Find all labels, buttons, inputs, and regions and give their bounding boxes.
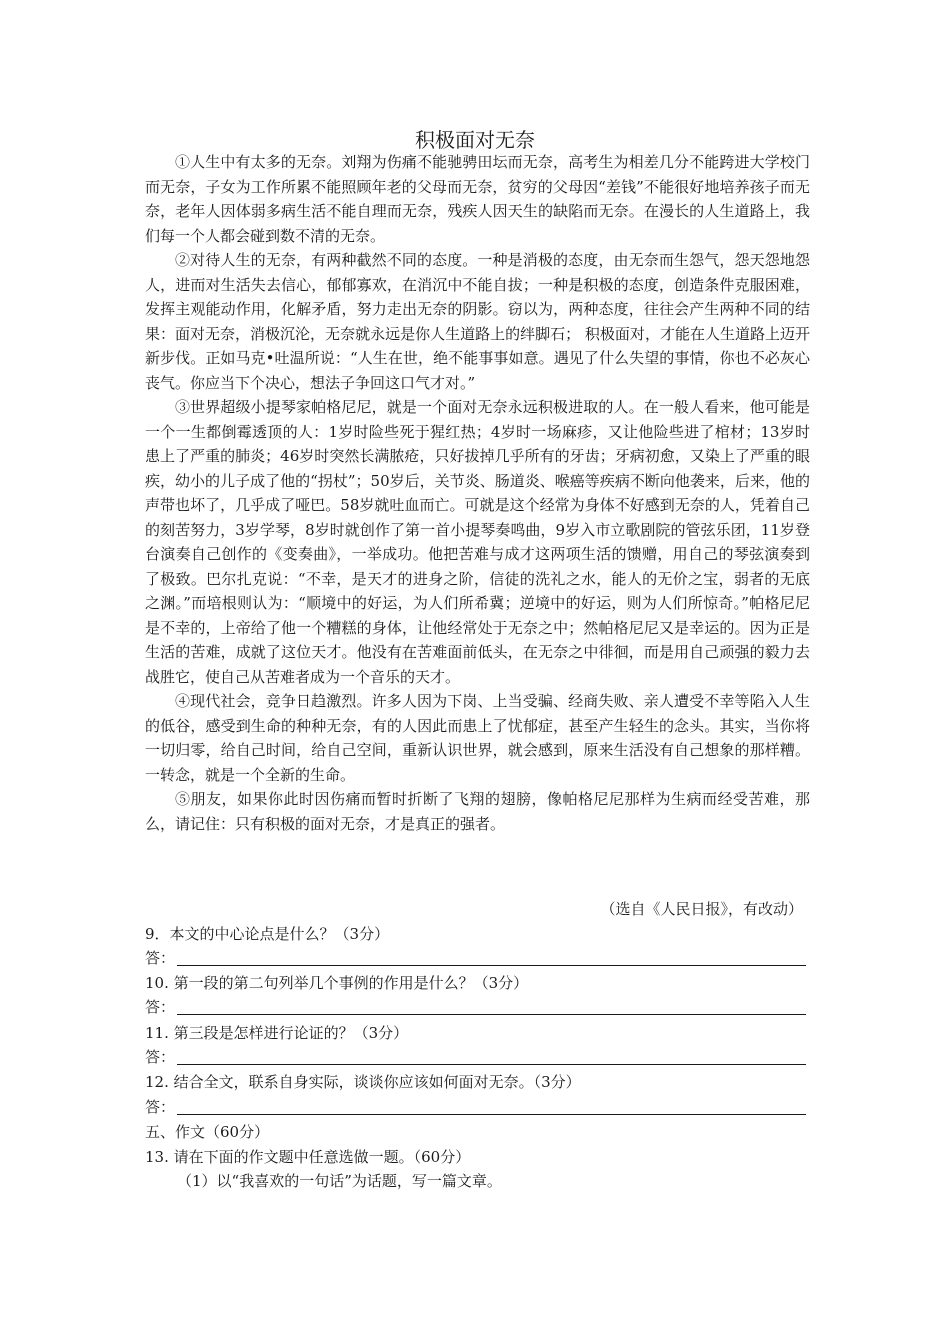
answer-line-12[interactable]	[177, 1114, 806, 1115]
answer-label-9: 答：	[145, 949, 176, 967]
answer-line-11[interactable]	[177, 1064, 806, 1065]
paragraph-3: ③世界超级小提琴家帕格尼尼，就是一个面对无奈永远积极进取的人。在一般人看来，他可能是一个一生都倒霉透顶的人：1岁时险些死于猩红热；4岁时一场麻疹，又让他险些进了棺材；13岁时患上了严重的肺炎；46岁时突然长满脓疮，只好拔掉几乎所有的牙齿；牙病初愈，又染上了严重的眼疾，幼小的儿子成了他的“拐杖”；50岁后，关节炎、肠道炎、喉癌等疾病不断向他袭来，后来，他的声带也坏了，几乎成了哑巴。58岁就吐血而亡。可就是这个经常为身体不好感到无奈的人，凭着自己的刻苦努力，3岁学琴，8岁时就创作了第一首小提琴奏鸣曲，9岁入市立歌剧院的管弦乐团，11岁登台演奏自己创作的《变奏曲》，一举成功。他把苦难与成才这两项生活的馈赠，用自己的琴弦演奏到了极致。巴尔扎克说：“不幸，是天才的进身之阶，信徒的洗礼之水，能人的无价之宝，弱者的无底之渊。”而培根则认为：“顺境中的好运，为人们所希冀；逆境中的好运，则为人们所惊奇。”帕格尼尼是不幸的，上帝给了他一个糟糕的身体，让他经常处于无奈之中；然帕格尼尼又是幸运的。因为正是生活的苦难，成就了这位天才。他没有在苦难面前低头，在无奈之中徘徊，而是用自己顽强的毅力去战胜它，使自己从苦难者成为一个音乐的天才。	[145, 398, 810, 686]
section-five-heading: 五、作文（60分）	[145, 1123, 270, 1141]
answer-label-11: 答：	[145, 1048, 176, 1066]
article-body	[145, 150, 810, 836]
article-source: （选自《人民日报》，有改动）	[600, 900, 803, 918]
question-9: 9．本文的中心论点是什么？（3分）	[145, 925, 390, 943]
question-12: 12. 结合全文，联系自身实际，谈谈你应该如何面对无奈。（3分）	[145, 1073, 581, 1091]
paragraph-1: ①人生中有太多的无奈。刘翔为伤痛不能驰骋田坛而无奈，高考生为相差几分不能跨进大学校门而无奈，子女为工作所累不能照顾年老的父母而无奈，贫穷的父母因“差钱”不能很好地培养孩子而无奈，老年人因体弱多病生活不能自理而无奈，残疾人因天生的缺陷而无奈。在漫长的人生道路上，我们每一个人都会碰到数不清的无奈。	[145, 153, 810, 245]
question-10: 10. 第一段的第二句列举几个事例的作用是什么？（3分）	[145, 974, 529, 992]
article-title: 积极面对无奈	[415, 128, 535, 152]
answer-line-9[interactable]	[177, 965, 806, 966]
question-13-option-1: （1）以“我喜欢的一句话”为话题，写一篇文章。	[177, 1172, 502, 1190]
question-11: 11. 第三段是怎样进行论证的？（3分）	[145, 1024, 409, 1042]
answer-line-10[interactable]	[177, 1014, 806, 1015]
answer-label-12: 答：	[145, 1098, 176, 1116]
paragraph-4: ④现代社会，竞争日趋激烈。许多人因为下岗、上当受骗、经商失败、亲人遭受不幸等陷入人生的低谷，感受到生命的种种无奈，有的人因此而患上了忧郁症，甚至产生轻生的念头。其实，当你将一切归零，给自己时间，给自己空间，重新认识世界，就会感到，原来生活没有自己想象的那样糟。一转念，就是一个全新的生命。	[145, 692, 810, 784]
question-13: 13. 请在下面的作文题中任意选做一题。（60分）	[145, 1148, 471, 1166]
paragraph-5: ⑤朋友，如果你此时因伤痛而暂时折断了飞翔的翅膀，像帕格尼尼那样为生病而经受苦难，那么，请记住：只有积极的面对无奈，才是真正的强者。	[145, 790, 810, 833]
paragraph-2: ②对待人生的无奈，有两种截然不同的态度。一种是消极的态度，由无奈而生怨气，怨天怨地怨人，进而对生活失去信心，郁郁寡欢，在消沉中不能自拔；一种是积极的态度，创造条件克服困难，发挥主观能动作用，化解矛盾，努力走出无奈的阴影。窃以为，两种态度，往往会产生两种不同的结果：面对无奈，消极沉沦，无奈就永远是你人生道路上的绊脚石； 积极面对，才能在人生道路上迈开新步伐。正如马克•吐温所说：“人生在世，绝不能事事如意。遇见了什么失望的事情，你也不必灰心丧气。你应当下个决心，想法子争回这口气才对。”	[145, 251, 810, 392]
answer-label-10: 答：	[145, 998, 176, 1016]
